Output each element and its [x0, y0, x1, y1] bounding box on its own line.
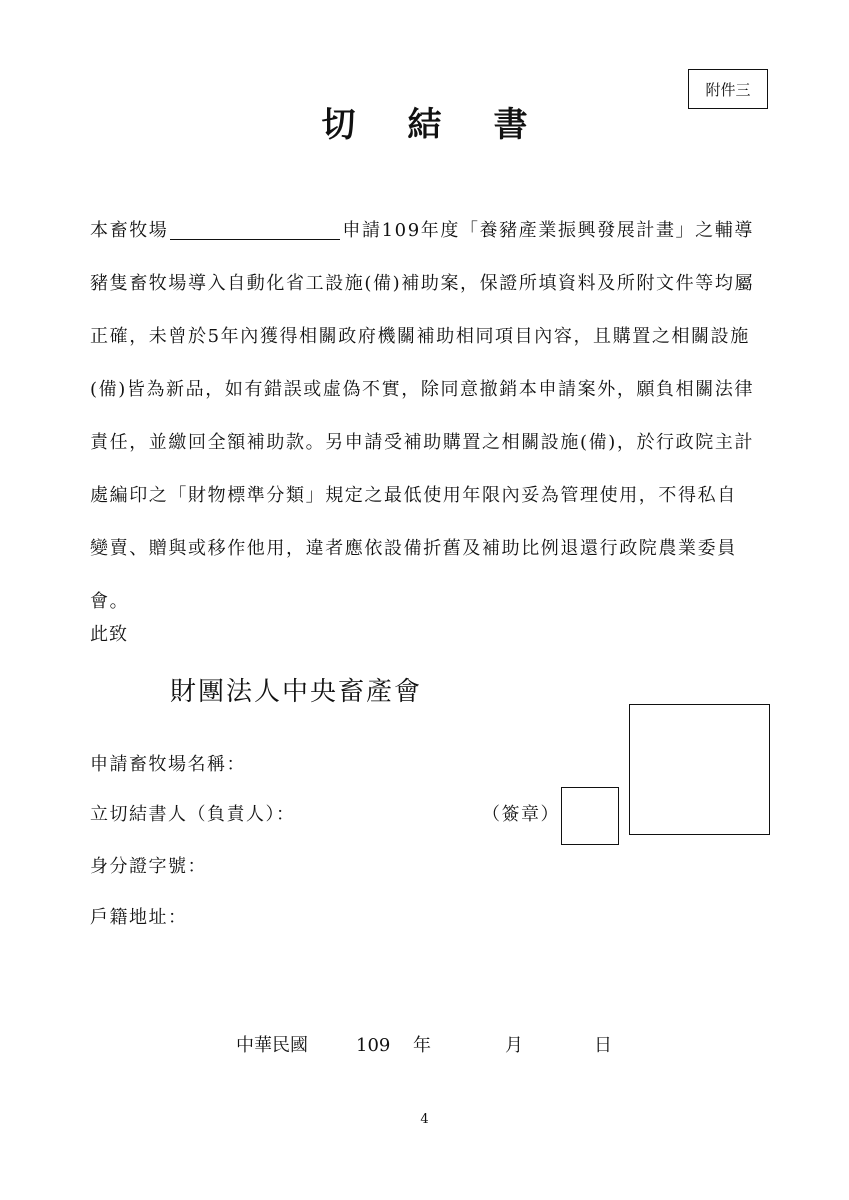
paragraph-line-8: 會。	[90, 591, 130, 612]
id-number-field: 身分證字號：	[90, 856, 207, 877]
paragraph-line-5: 責任，並繳回全額補助款。另申請受補助購置之相關設施(備)，於行政院主計	[90, 432, 755, 453]
paragraph-line-3: 正確，未曾於5年內獲得相關政府機關補助相同項目內容，且購置之相關設施	[90, 326, 750, 347]
farm-name-blank[interactable]	[170, 219, 340, 240]
date-day-label: 日	[594, 1035, 612, 1056]
personal-seal-box[interactable]	[561, 787, 619, 845]
company-seal-box[interactable]	[629, 704, 770, 835]
paragraph-line-1-prefix: 本畜牧場	[90, 220, 169, 241]
date-year-value: 109	[356, 1035, 391, 1056]
farm-name-field: 申請畜牧場名稱：	[90, 754, 246, 775]
declarant-field: 立切結書人（負責人）：	[90, 804, 296, 825]
document-title: 切結書	[321, 105, 580, 145]
closing-salutation: 此致	[90, 624, 128, 645]
paragraph-line-6: 處編印之「財物標準分類」規定之最低使用年限內妥為管理使用，不得私自	[90, 485, 737, 506]
date-year-label: 年	[413, 1035, 431, 1056]
address-field: 戶籍地址：	[90, 907, 188, 928]
paragraph-line-7: 變賣、贈與或移作他用，違者應依設備折舊及補助比例退還行政院農業委員	[90, 538, 737, 559]
paragraph-line-2: 豬隻畜牧場導入自動化省工設施(備)補助案，保證所填資料及所附文件等均屬	[90, 273, 755, 294]
paragraph-line-1	[90, 204, 770, 257]
page-number: 4	[420, 1112, 429, 1127]
paragraph-line-1-suffix: 申請109年度「養豬產業振興發展計畫」之輔導	[342, 220, 754, 241]
date-month-label: 月	[505, 1035, 523, 1056]
recipient-organization: 財團法人中央畜產會	[170, 677, 423, 707]
date-era: 中華民國	[236, 1035, 308, 1056]
seal-label: （簽章）	[482, 804, 560, 825]
paragraph-line-4: (備)皆為新品，如有錯誤或虛偽不實，除同意撤銷本申請案外，願負相關法律	[90, 379, 755, 400]
attachment-label: 附件三	[688, 69, 768, 109]
declaration-paragraph	[90, 204, 770, 628]
